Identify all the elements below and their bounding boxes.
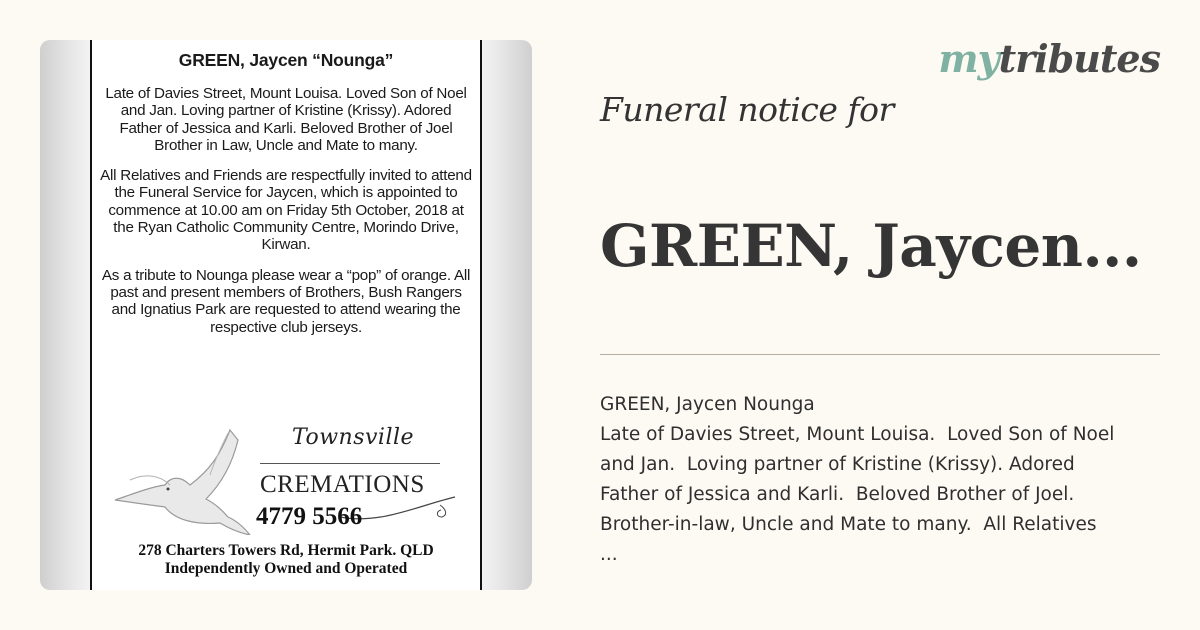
ad-phone: 4779 5566: [256, 503, 363, 530]
excerpt-line: Father of Jessica and Karli. Beloved Brother of Joel.: [600, 484, 1075, 505]
mytributes-logo[interactable]: [938, 36, 1160, 81]
notice-paragraph: Late of Davies Street, Mount Louisa. Loved Son of Noel and Jan. Loving partner of Kristine (Krissy). Adored Father of Jessica and Karli. Beloved Brother of Joel Brother in Law, Uncle and Mate to many.: [105, 85, 467, 154]
funeral-notice-image: [40, 40, 532, 590]
excerpt-ellipsis: ...: [600, 544, 618, 565]
ad-business-name: CREMATIONS: [260, 471, 425, 498]
deceased-name: GREEN, Jaycen...: [600, 212, 1142, 280]
notice-clipping: [90, 40, 482, 590]
funeral-director-ad: [110, 425, 462, 585]
ad-town: Townsville: [292, 425, 415, 450]
ad-tagline: Independently Owned and Operated: [164, 560, 408, 577]
logo-my: my: [938, 36, 999, 81]
ad-divider: [260, 463, 440, 464]
divider: [600, 354, 1160, 355]
notice-excerpt: [600, 390, 1160, 570]
excerpt-line: and Jan. Loving partner of Kristine (Krissy). Adored: [600, 454, 1075, 475]
excerpt-line: GREEN, Jaycen Nounga: [600, 394, 815, 415]
notice-title: GREEN, Jaycen “Nounga”: [178, 50, 394, 70]
dove-icon: [110, 425, 270, 535]
notice-paragraph: As a tribute to Nounga please wear a “pop” of orange. All past and present members of Brothers, Bush Rangers and Ignatius Park are requested to attend wearing the respective club jerseys.: [101, 266, 471, 336]
logo-tributes: tributes: [998, 36, 1160, 81]
page-subtitle: Funeral notice for: [600, 90, 894, 129]
ad-address: 278 Charters Towers Rd, Hermit Park. QLD: [138, 542, 434, 559]
notice-paragraph: All Relatives and Friends are respectfully invited to attend the Funeral Service for Jaycen, which is appointed to commence at 10.00 am on Friday 5th October, 2018 at the Ryan Catholic Community Centre, Morindo Drive, Kirwan.: [100, 167, 472, 254]
excerpt-line: Brother-in-law, Uncle and Mate to many. All Relatives: [600, 514, 1097, 535]
excerpt-line: Late of Davies Street, Mount Louisa. Loved Son of Noel: [600, 424, 1115, 445]
